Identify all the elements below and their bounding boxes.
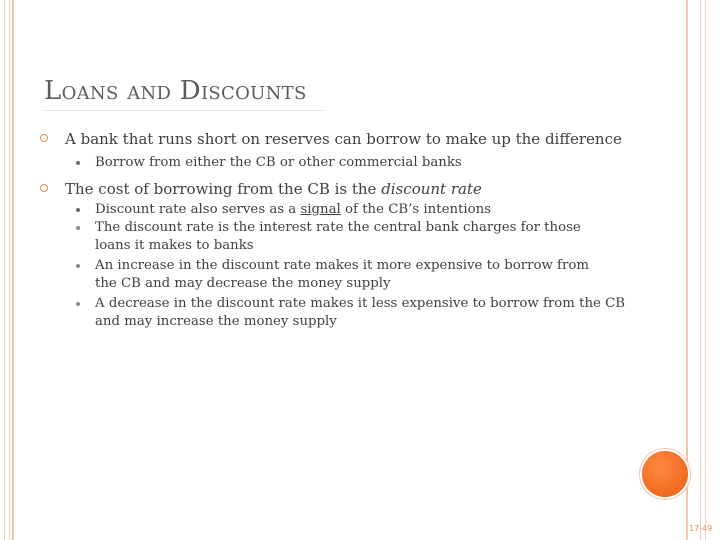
bullet-2-sub-3-marker — [76, 264, 80, 268]
decorative-orange-circle — [640, 449, 690, 499]
bullet-2-sub-2-text: The discount rate is the interest rate the central bank charges for those loans it makes to banks — [95, 220, 581, 253]
bullet-2-sub-1-suffix: of the CB’s intentions — [340, 202, 491, 217]
bullet-1-text: A bank that runs short on reserves can borrow to make up the difference — [65, 130, 622, 148]
right-frame-inner-border — [700, 0, 706, 540]
right-frame-border — [686, 0, 720, 540]
left-frame-border — [0, 0, 14, 540]
bullet-1-marker — [40, 134, 48, 142]
bullet-2 — [40, 180, 640, 198]
bullet-2-sub-1-underline: signal — [300, 202, 341, 217]
bullet-2-sub-1-marker — [76, 208, 80, 212]
bullet-2-sub-3-text: An increase in the discount rate makes it more expensive to borrow from the CB and may decrease the money supply — [95, 258, 589, 291]
bullet-2-sub-4-text: A decrease in the discount rate makes it less expensive to borrow from the CB and may increase the money supply — [95, 296, 626, 329]
bullet-2-text-prefix: The cost of borrowing from the CB is the — [65, 180, 382, 198]
bullet-2-sub-1-prefix: Discount rate also serves as a — [95, 202, 301, 217]
bullet-2-marker — [40, 184, 48, 192]
bullet-1 — [40, 130, 625, 148]
page-number: 17-49 — [689, 524, 713, 533]
bullet-2-sub-4 — [40, 295, 640, 331]
left-frame-inner-border — [4, 0, 10, 540]
bullet-2-sub-2-marker — [76, 226, 80, 230]
bullet-1-sub-1-marker — [76, 161, 80, 165]
slide-title: Loans and Discounts — [44, 76, 307, 106]
bullet-2-sub-2 — [40, 219, 595, 255]
bullet-2-sub-4-marker — [76, 302, 80, 306]
title-underline — [44, 110, 324, 111]
bullet-2-sub-3 — [40, 257, 605, 293]
bullet-2-text-emphasis: discount rate — [381, 180, 482, 198]
bullet-1-sub-1-text: Borrow from either the CB or other commercial banks — [95, 155, 462, 170]
bullet-2-sub-1 — [40, 201, 640, 219]
slide-content — [40, 130, 640, 331]
bullet-1-sub-1 — [40, 154, 640, 172]
